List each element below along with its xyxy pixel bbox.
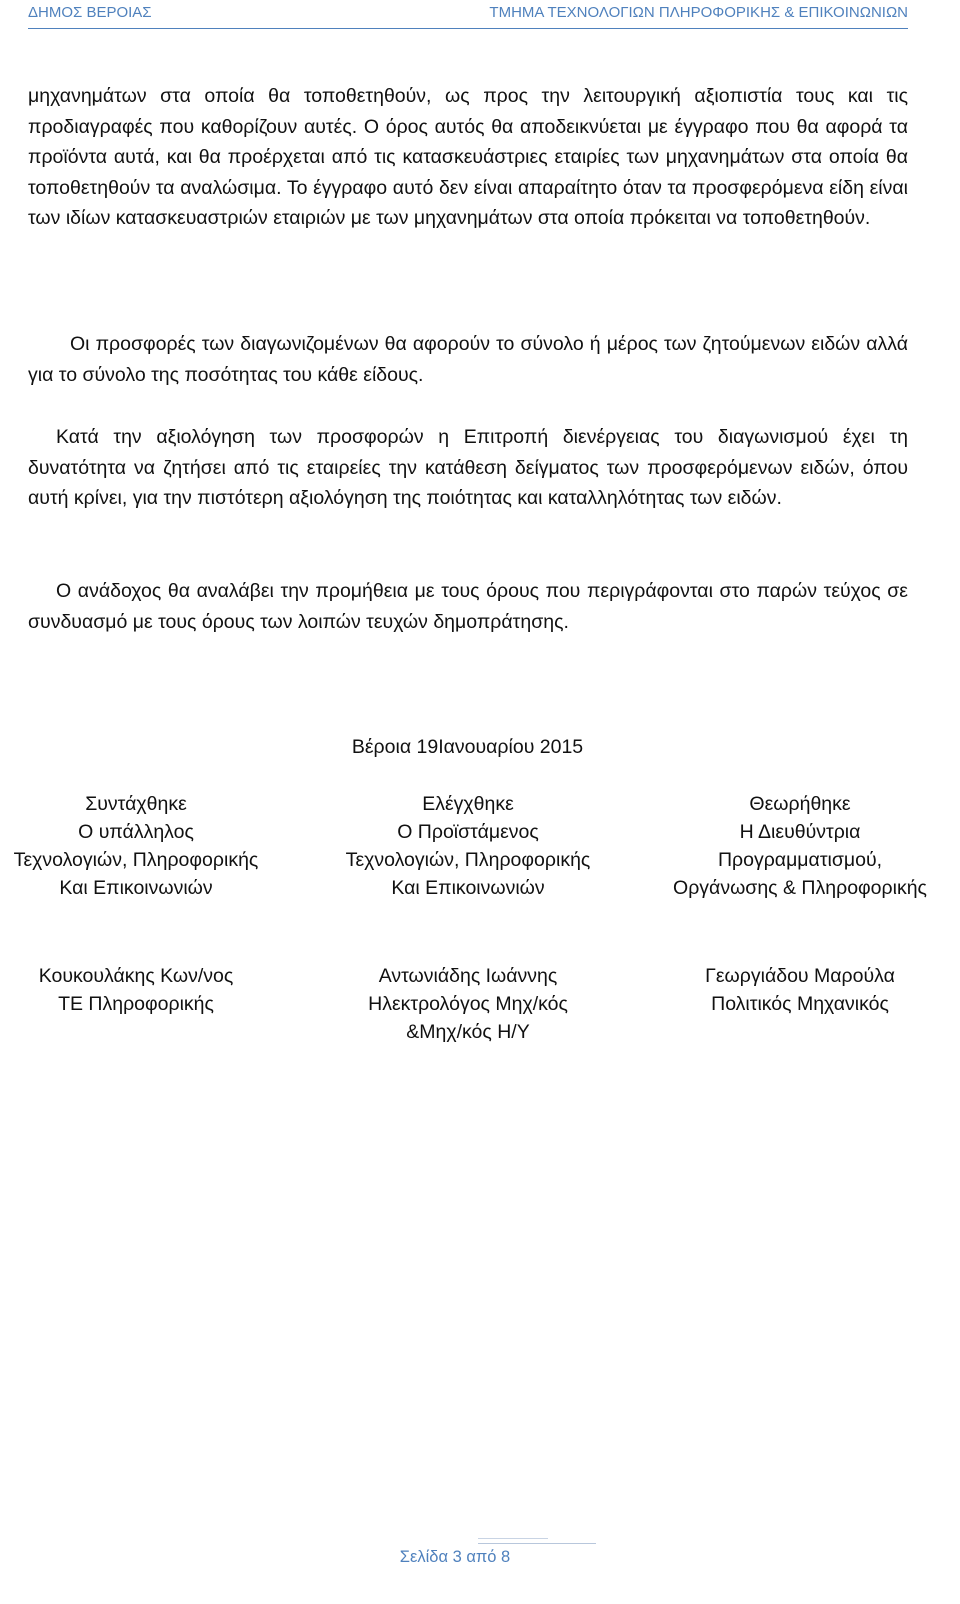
signatory-checked — [318, 962, 618, 1046]
signature-department: Και Επικοινωνιών — [391, 877, 545, 899]
paragraph-3: Κατά την αξιολόγηση των προσφορών η Επιτροπή διενέργειας του διαγωνισμού έχει τη δυνατότητα να ζητήσει από τις εταιρείες την κατάθεση δείγματος των προσφερόμενων ειδών, όπου αυτή κρίνει, για την πιστότερη αξιολόγηση της ποιότητας και καταλληλότητας των ειδών. — [28, 426, 908, 509]
signature-department: Και Επικοινωνιών — [59, 877, 213, 899]
signature-block-drafted — [0, 790, 286, 902]
signature-action: Θεωρήθηκε — [749, 793, 851, 815]
signature-department: Τεχνολογιών, Πληροφορικής — [13, 849, 259, 871]
signature-role: Ο Προϊστάμενος — [397, 821, 539, 843]
page-number: Σελίδα 3 από 8 — [399, 1548, 511, 1566]
signature-department: Οργάνωσης & Πληροφορικής — [673, 877, 927, 899]
header-department: ΤΜΗΜΑ ΤΕΧΝΟΛΟΓΙΩΝ ΠΛΗΡΟΦΟΡΙΚΗΣ & ΕΠΙΚΟΙΝΩΝΙΩΝ — [489, 4, 908, 21]
signatory-name: Γεωργιάδου Μαρούλα — [705, 965, 895, 987]
document-date: Βέροια 19Ιανουαρίου 2015 — [351, 736, 584, 758]
signature-action: Συντάχθηκε — [85, 793, 187, 815]
signature-department: Τεχνολογιών, Πληροφορικής — [345, 849, 591, 871]
signatory-title: ΤΕ Πληροφορικής — [58, 993, 214, 1015]
signature-role: Ο υπάλληλος — [78, 821, 194, 843]
paragraph-2: Οι προσφορές των διαγωνιζομένων θα αφορούν το σύνολο ή μέρος των ζητούμενων ειδών αλλά για το σύνολο της ποσότητας του κάθε είδους. — [28, 333, 908, 386]
footer-divider — [478, 1538, 548, 1539]
paragraph-1: μηχανημάτων στα οποία θα τοποθετηθούν, ως προς την λειτουργική αξιοπιστία τους και τις προδιαγραφές που καθορίζουν αυτές. Ο όρος αυτός θα αποδεικνύεται με έγγραφο που θα αφορά τα προϊόντα αυτά, και θα προέρχεται από τις κατασκευάστριες εταιρίες των μηχανημάτων στα οποία θα τοποθετηθούν τα αναλώσιμα. Το έγγραφο αυτό δεν είναι απαραίτητο όταν τα προσφερόμενα είδη είναι των ιδίων κατασκευαστριών εταιριών με των μηχανημάτων στα οποία πρόκειται να τοποθετηθούν. — [28, 85, 908, 229]
paragraph-4: Ο ανάδοχος θα αναλάβει την προμήθεια με τους όρους που περιγράφονται στο παρών τεύχος σε συνδυασμό με τους όρους των λοιπών τευχών δημοπράτησης. — [28, 580, 908, 633]
signatory-drafted — [0, 962, 286, 1018]
signature-action: Ελέγχθηκε — [422, 793, 514, 815]
signatory-name: Κουκουλάκης Κων/νος — [38, 965, 234, 987]
signatory-approved — [650, 962, 950, 1018]
page-header — [28, 4, 908, 29]
signature-department: Προγραμματισμού, — [717, 849, 883, 871]
header-municipality: ΔΗΜΟΣ ΒΕΡΟΙΑΣ — [28, 4, 152, 21]
signature-block-approved — [650, 790, 950, 902]
signatory-name: Αντωνιάδης Ιωάννης — [378, 965, 558, 987]
signatory-title: &Μηχ/κός Η/Υ — [406, 1021, 530, 1043]
signatory-title: Ηλεκτρολόγος Μηχ/κός — [368, 993, 568, 1015]
signatory-title: Πολιτικός Μηχανικός — [711, 993, 889, 1015]
signature-role: Η Διευθύντρια — [739, 821, 861, 843]
signature-block-checked — [318, 790, 618, 902]
footer-divider — [478, 1543, 596, 1544]
